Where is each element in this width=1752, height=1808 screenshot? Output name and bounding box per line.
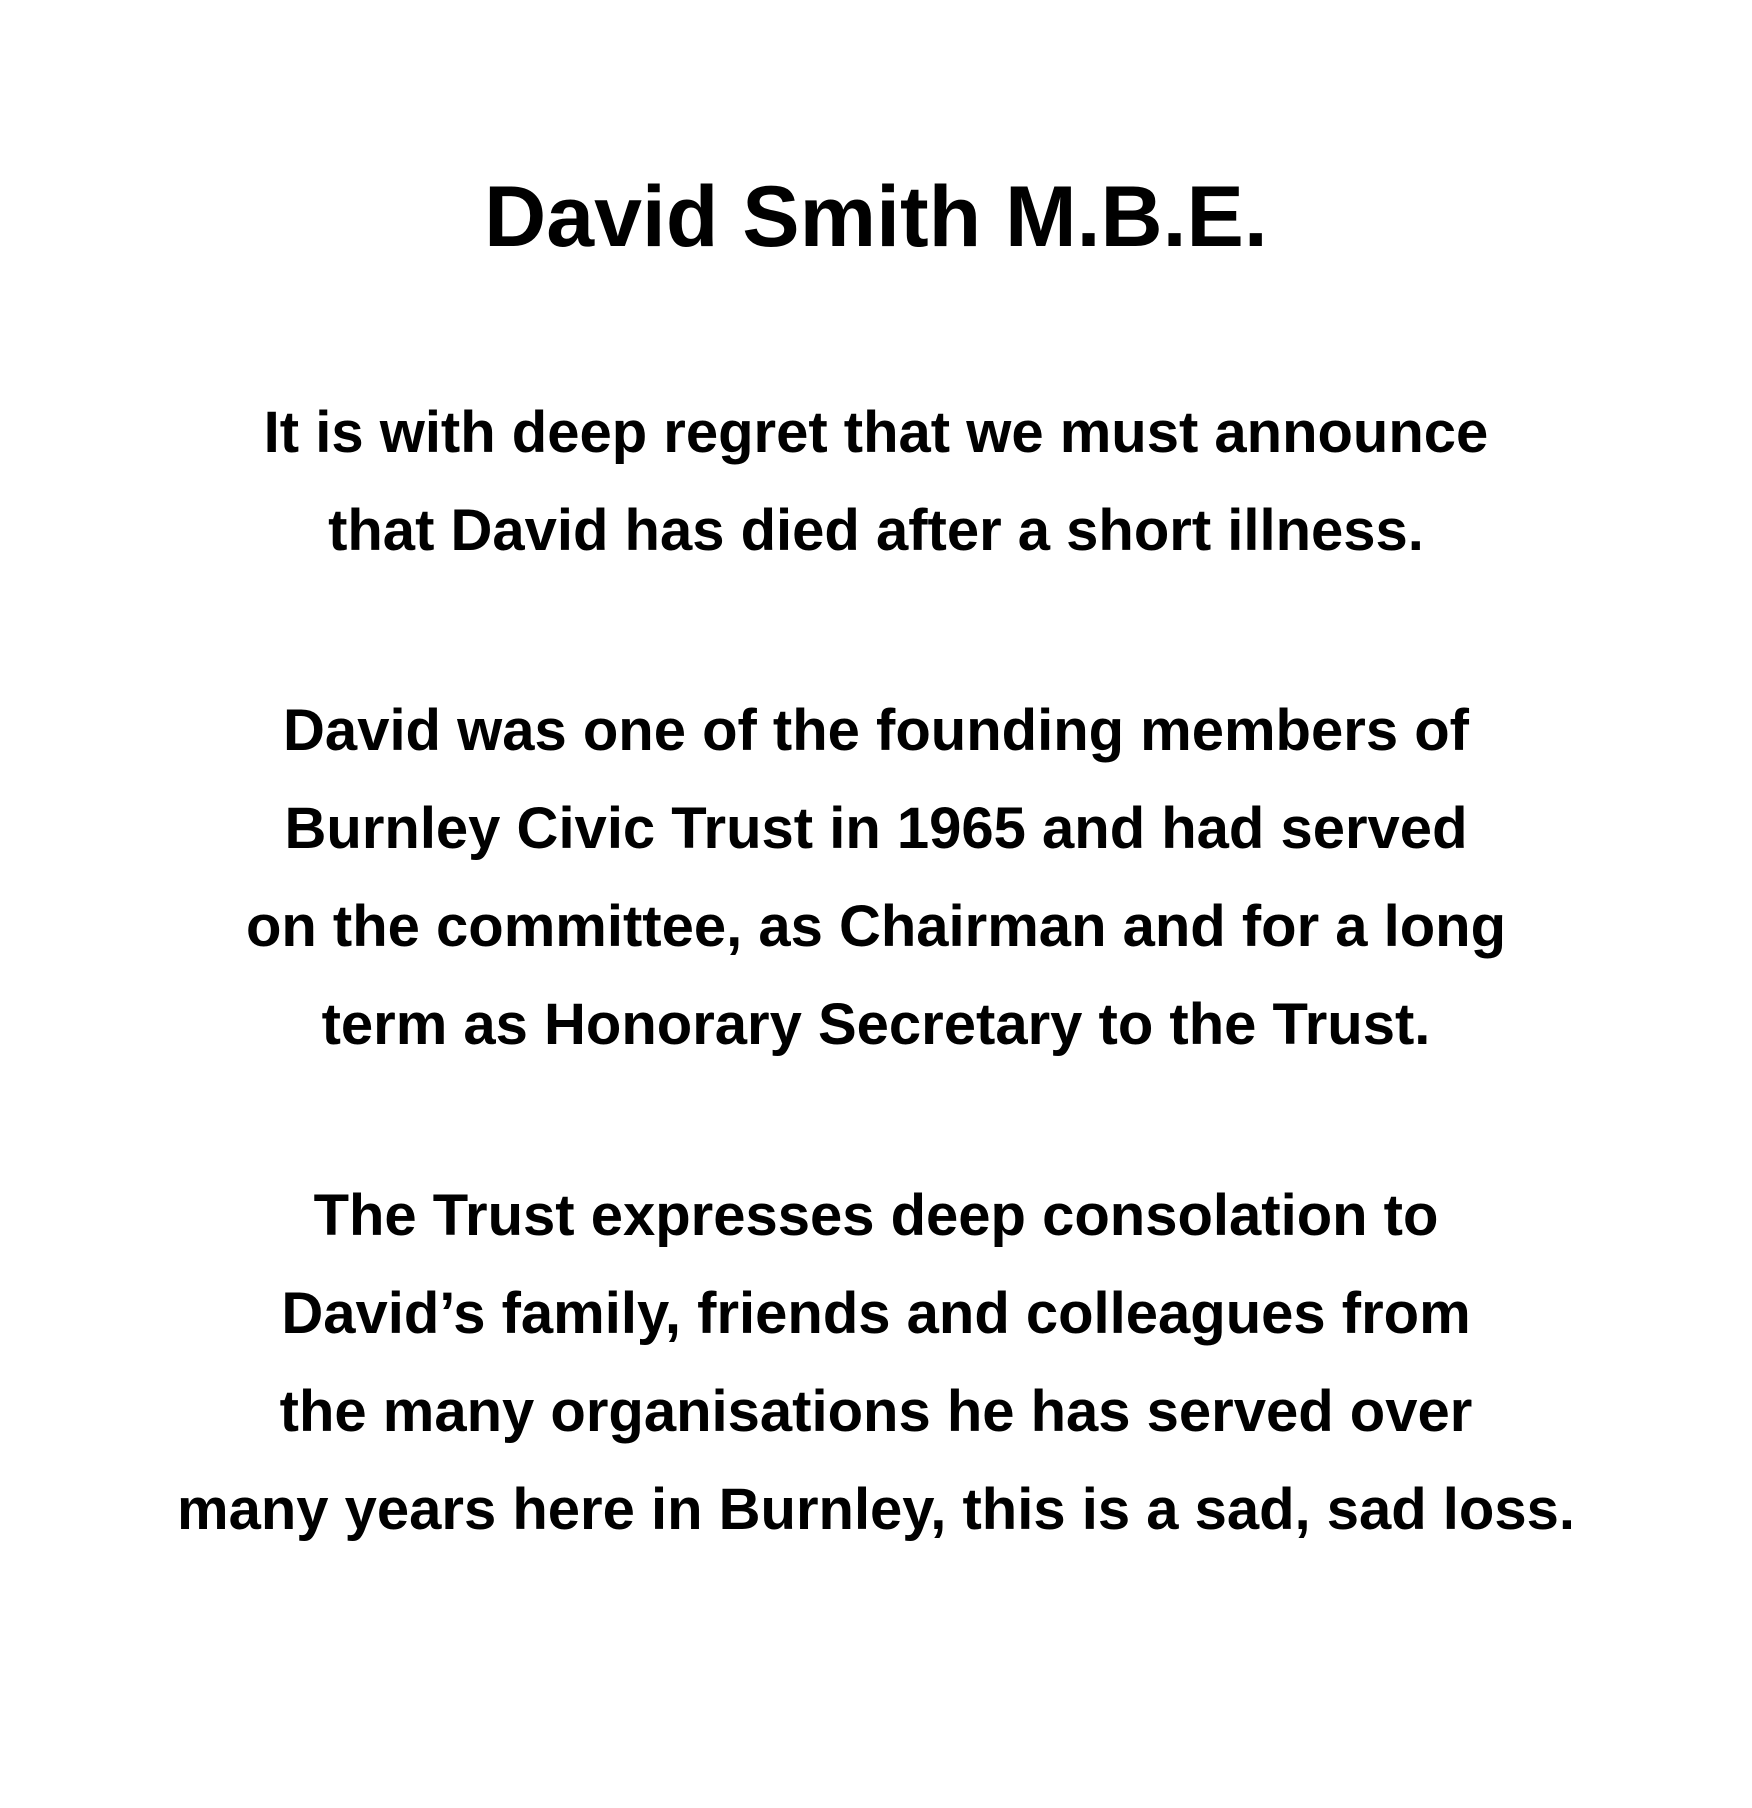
- page-title: David Smith M.B.E.: [484, 169, 1268, 265]
- paragraph-condolence: [0, 1167, 1752, 1559]
- paragraph-line: that David has died after a short illness.: [328, 498, 1424, 563]
- paragraph-line: on the committee, as Chairman and for a long: [245, 894, 1507, 959]
- paragraph-line: Burnley Civic Trust in 1965 and had served: [284, 796, 1468, 861]
- paragraph-line: The Trust expresses deep consolation to: [313, 1183, 1439, 1248]
- paragraph-line: term as Honorary Secretary to the Trust.: [321, 992, 1431, 1057]
- paragraph-line: the many organisations he has served over: [279, 1379, 1473, 1444]
- paragraph-line: It is with deep regret that we must announce: [263, 400, 1489, 465]
- paragraph-history: [0, 682, 1752, 1074]
- paragraph-announcement: [0, 384, 1752, 580]
- paragraph-line: David’s family, friends and colleagues from: [281, 1281, 1471, 1346]
- paragraph-line: many years here in Burnley, this is a sad, sad loss.: [177, 1477, 1575, 1542]
- paragraph-line: David was one of the founding members of: [283, 698, 1469, 763]
